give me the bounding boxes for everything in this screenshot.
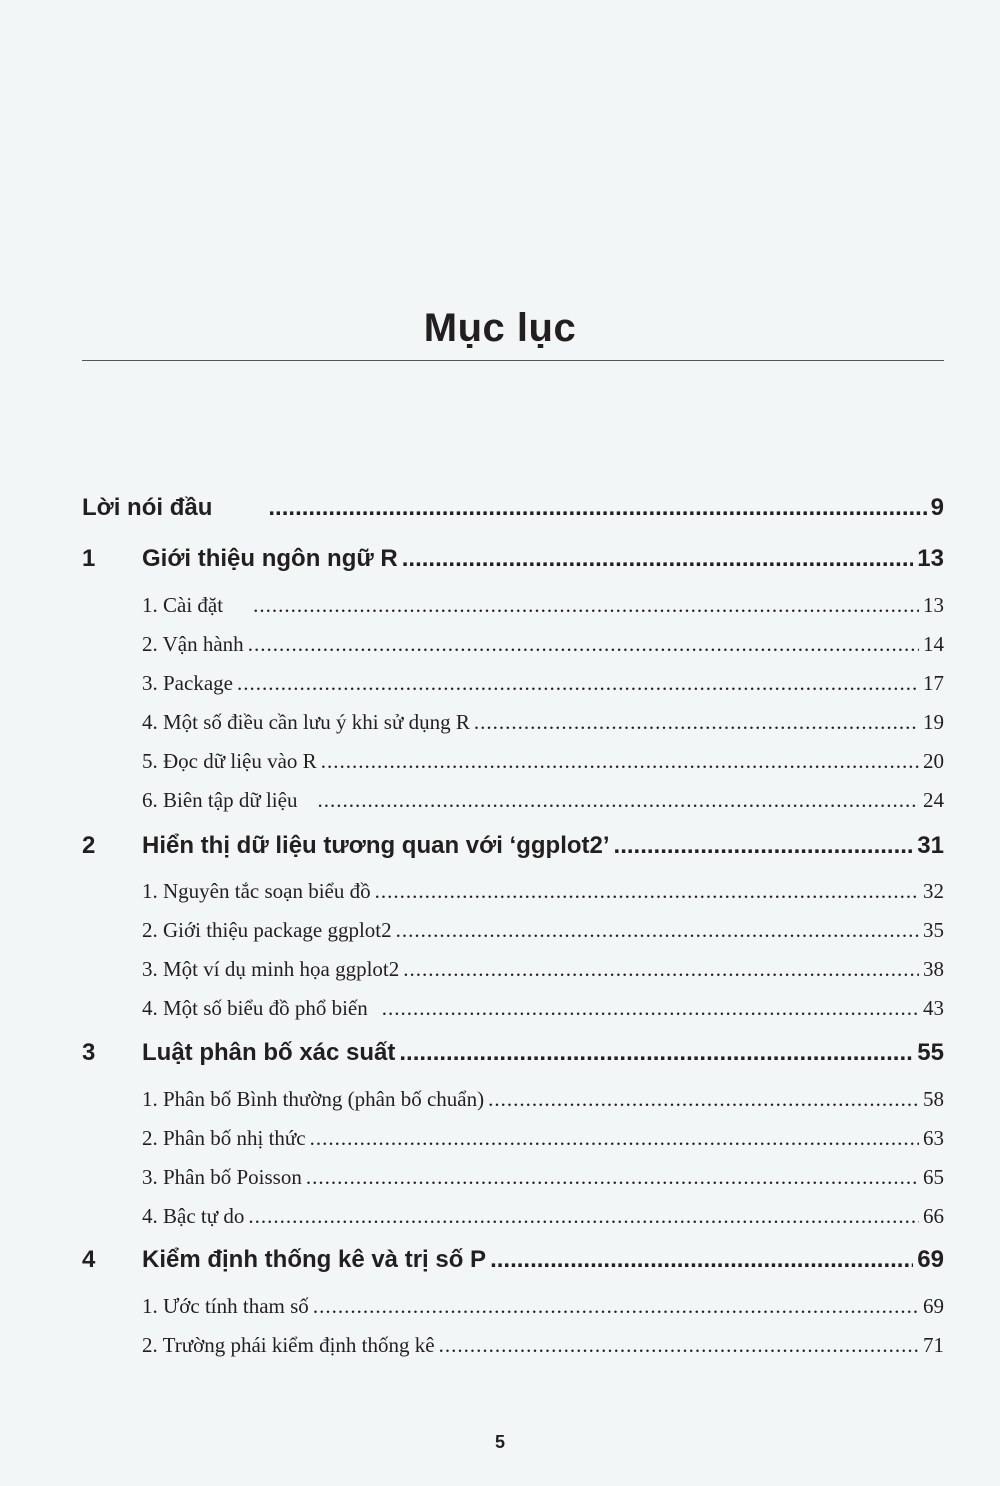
entry-title: Lời nói đầu	[82, 494, 213, 521]
entry-title: 2. Vận hành	[142, 632, 244, 656]
toc-entry-section	[82, 1204, 944, 1229]
entry-page: 13	[923, 593, 944, 617]
toc-entry-section	[82, 918, 944, 943]
entry-page: 71	[923, 1333, 944, 1357]
dot-leader	[268, 494, 926, 522]
entry-page: 63	[923, 1126, 944, 1150]
entry-page: 69	[917, 1246, 944, 1273]
entry-title: 6. Biên tập dữ liệu	[142, 788, 298, 812]
entry-page: 24	[923, 788, 944, 812]
toc-entry-section	[82, 1333, 944, 1358]
entry-title: 1. Phân bố Bình thường (phân bố chuẩn)	[142, 1087, 485, 1111]
toc-entry-section	[82, 1165, 944, 1190]
entry-title: 4. Một số điều cần lưu ý khi sử dụng R	[142, 710, 470, 734]
toc-entry-section	[82, 1087, 944, 1112]
dot-leader	[253, 593, 919, 618]
toc-entry-section	[82, 996, 944, 1021]
entry-page: 17	[923, 671, 944, 695]
entry-page: 9	[930, 494, 944, 521]
entry-page: 19	[923, 710, 944, 734]
toc-entry-chapter	[82, 832, 944, 860]
entry-title: 3. Phân bố Poisson	[142, 1165, 302, 1189]
entry-page: 32	[923, 879, 944, 903]
toc-entry-section	[82, 710, 944, 735]
toc-entry-section	[82, 671, 944, 696]
entry-page: 55	[917, 1039, 944, 1066]
dot-leader	[614, 832, 914, 860]
entry-title: 2. Phân bố nhị thức	[142, 1126, 306, 1150]
entry-title: Kiểm định thống kê và trị số P	[142, 1246, 487, 1273]
entry-page: 35	[923, 918, 944, 942]
entry-page: 69	[923, 1294, 944, 1318]
toc-entry-preface	[82, 494, 944, 522]
entry-title: 1. Ước tính tham số	[142, 1294, 309, 1318]
entry-page: 31	[917, 832, 944, 859]
entry-title: 2. Giới thiệu package ggplot2	[142, 918, 392, 942]
entry-title: 4. Một số biểu đồ phổ biến	[142, 996, 368, 1020]
toc-entry-chapter	[82, 1039, 944, 1067]
entry-page: 43	[923, 996, 944, 1020]
dot-leader	[306, 1165, 919, 1190]
toc-entry-section	[82, 879, 944, 904]
entry-page: 13	[917, 545, 944, 572]
chapter-number: 4	[82, 1246, 96, 1273]
chapter-number: 3	[82, 1039, 96, 1066]
page-title: Mục lục	[423, 306, 577, 350]
toc-entry-section	[82, 632, 944, 657]
entry-title: 2. Trường phái kiểm định thống kê	[142, 1333, 435, 1357]
entry-page: 65	[923, 1165, 944, 1189]
dot-leader	[313, 1294, 919, 1319]
entry-title: Hiển thị dữ liệu tương quan với ‘ggplot2’	[142, 832, 610, 859]
entry-page: 14	[923, 632, 944, 656]
dot-leader	[439, 1333, 919, 1358]
entry-page: 20	[923, 749, 944, 773]
page-number: 5	[494, 1432, 505, 1452]
entry-title: 1. Nguyên tắc soạn biểu đồ	[142, 879, 371, 903]
entry-title: Giới thiệu ngôn ngữ R	[142, 545, 398, 572]
dot-leader	[396, 918, 919, 943]
entry-title: 3. Package	[142, 671, 233, 695]
dot-leader	[310, 1126, 919, 1151]
dot-leader	[237, 671, 919, 696]
dot-leader	[317, 788, 919, 813]
toc-entry-section	[82, 593, 944, 618]
toc-entry-section	[82, 1126, 944, 1151]
toc-entry-chapter	[82, 545, 944, 573]
toc-entry-chapter	[82, 1246, 944, 1274]
dot-leader	[248, 632, 919, 657]
dot-leader	[402, 545, 914, 573]
chapter-number: 1	[82, 545, 96, 572]
entry-page: 58	[923, 1087, 944, 1111]
chapter-number: 2	[82, 832, 96, 859]
entry-title: 5. Đọc dữ liệu vào R	[142, 749, 317, 773]
entry-title: 1. Cài đặt	[142, 593, 224, 617]
dot-leader	[321, 749, 919, 774]
toc-entry-section	[82, 788, 944, 813]
dot-leader	[375, 879, 919, 904]
entry-title: 4. Bậc tự do	[142, 1204, 245, 1228]
dot-leader	[474, 710, 919, 735]
toc-entry-section	[82, 957, 944, 982]
toc-entry-section	[82, 749, 944, 774]
dot-leader	[382, 996, 919, 1021]
dot-leader	[399, 1039, 913, 1067]
entry-title: 3. Một ví dụ minh họa ggplot2	[142, 957, 400, 981]
dot-leader	[248, 1204, 919, 1229]
toc-entry-section	[82, 1294, 944, 1319]
dot-leader	[490, 1246, 913, 1274]
entry-page: 38	[923, 957, 944, 981]
dot-leader	[488, 1087, 919, 1112]
dot-leader	[403, 957, 919, 982]
entry-title: Luật phân bố xác suất	[142, 1039, 396, 1066]
entry-page: 66	[923, 1204, 944, 1228]
